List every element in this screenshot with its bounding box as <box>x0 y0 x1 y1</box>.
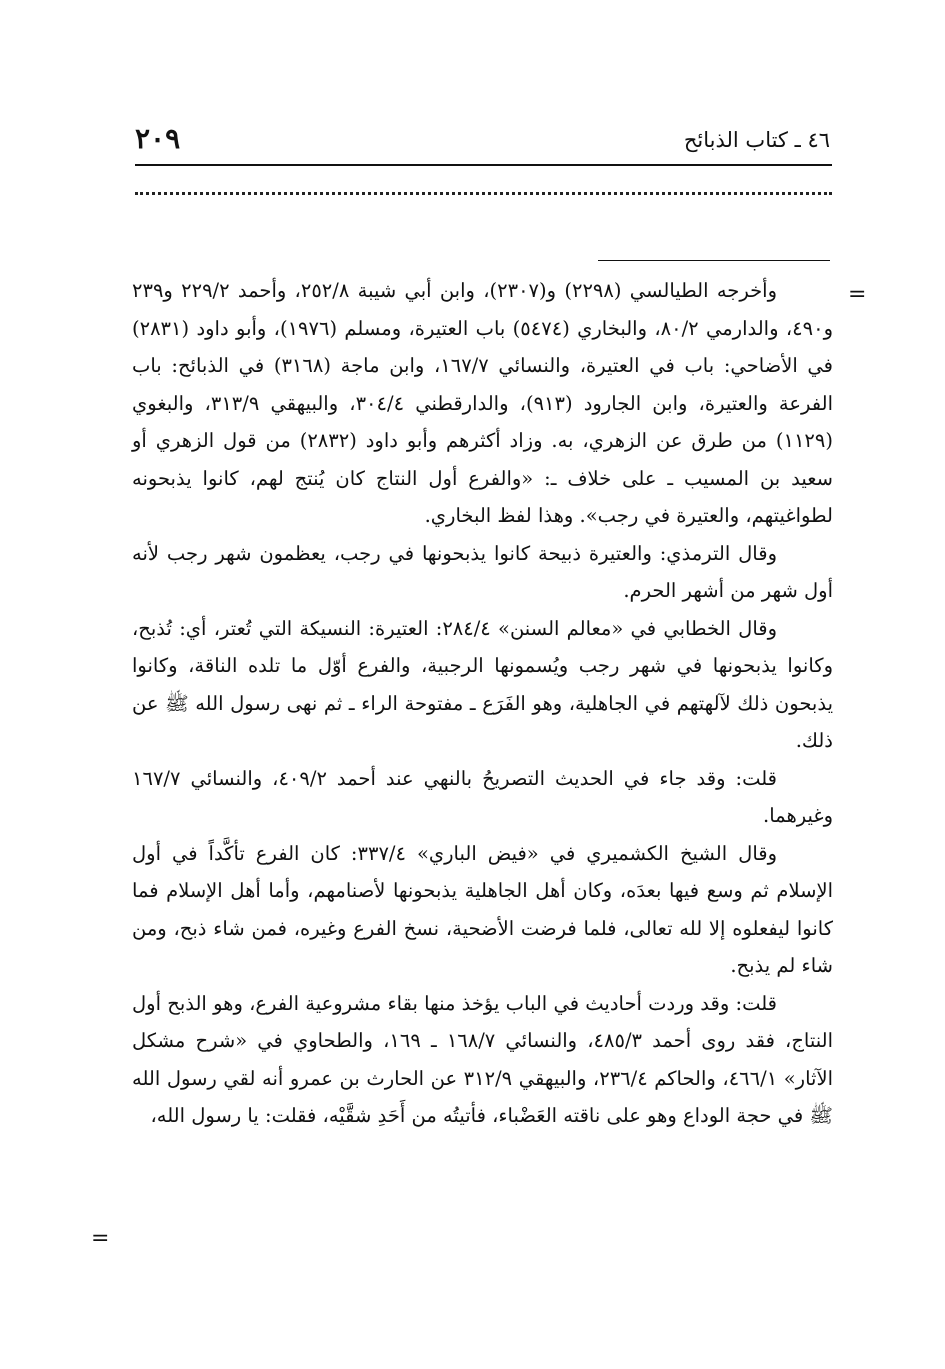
header-rule <box>135 164 832 166</box>
footnote-rule <box>598 260 830 261</box>
paragraph-takhrij: وأخرجه الطيالسي (٢٢٩٨) و(٢٣٠٧)، وابن أبي شيبة ٢٥٢/٨، وأحمد ٢٢٩/٢ و٢٣٩ و٤٩٠، والدارمي ٨٠/٢، والبخاري (٥٤٧٤) باب العتيرة، ومسلم (١٩٧٦)، وأبو داود (٢٨٣١) في الأضاحي: باب في العتيرة، والنسائي ١٦٧/٧، وابن ماجة (٣١٦٨) في الذبائح: باب الفرعة والعتيرة، وابن الجارود (٩١٣)، والدارقطني ٣٠٤/٤، والبيهقي ٣١٣/٩، والبغوي (١١٢٩) من طرق عن الزهري، به. وزاد أكثرهم وأبو داود (٢٨٣٢) من قول الزهري أو سعيد بن المسيب ـ على خلاف ـ: «والفرع أول النتاج كان يُنتج لهم، كانوا يذبحونه لطواغيتهم، والعتيرة في رجب». وهذا لفظ البخاري. <box>132 279 833 527</box>
paragraph-khattabi: وقال الخطابي في «معالم السنن» ٢٨٤/٤: العتيرة: النسيكة التي تُعتر، أي: تُذبح، وكانوا يذبحونها في شهر رجب ويُسمونها الرجبية، والفرع أوّل ما تلده الناقة، وكانوا يذبحون ذلك لآلهتهم في الجاهلية، وهو الفَرَع ـ مفتوحة الراء ـ ثم نهى رسول الله ﷺ عن ذلك. <box>132 616 833 752</box>
page-number: ٢٠٩ <box>135 122 181 155</box>
continuation-marker-bottom: = <box>91 1226 110 1251</box>
page-header <box>135 122 830 162</box>
paragraph-kashmiri: وقال الشيخ الكشميري في «فيض الباري» ٣٣٧/٤: كان الفرع تأكَّداً في أول الإسلام ثم وسع فيها بعدَه، وكان أهل الجاهلية يذبحونها لأصنامهم، وأما أهل الإسلام فما كانوا ليفعلوه إلا لله تعالى، فلما فرضت الأضحية، نسخ الفرع وغيره، فمن شاء ذبح، ومن شاء لم يذبح. <box>132 841 833 977</box>
running-title: ٤٦ ـ كتاب الذبائح <box>683 128 830 152</box>
continuation-marker-top: = <box>848 282 867 307</box>
paragraph-note-nahy: قلت: وقد جاء في الحديث التصريحُ بالنهي عند أحمد ٤٠٩/٢، والنسائي ١٦٧/٧ وغيرهما. <box>132 766 833 827</box>
paragraph-note-fara: قلت: وقد وردت أحاديث في الباب يؤخذ منها بقاء مشروعية الفرع، وهو الذبح أول النتاج، فقد روى أحمد ٤٨٥/٣، والنسائي ١٦٨/٧ ـ ١٦٩، والطحاوي في «شرح مشكل الآثار» ٤٦٦/١، والحاكم ٢٣٦/٤، والبيهقي ٣١٢/٩ عن الحارث بن عمرو أنه لقي رسول الله ﷺ في حجة الوداع وهو على ناقته العَضْباء، فأتيتُه من أَحَدِ شقَّيْه، فقلت: يا رسول الله، <box>132 991 833 1127</box>
paragraph-tirmidhi: وقال الترمذي: والعتيرة ذبيحة كانوا يذبحونها في رجب، يعظمون شهر رجب لأنه أول شهر من أشهر الحرم. <box>132 541 833 602</box>
dotted-separator <box>135 192 832 195</box>
footnote-text <box>132 272 833 1135</box>
